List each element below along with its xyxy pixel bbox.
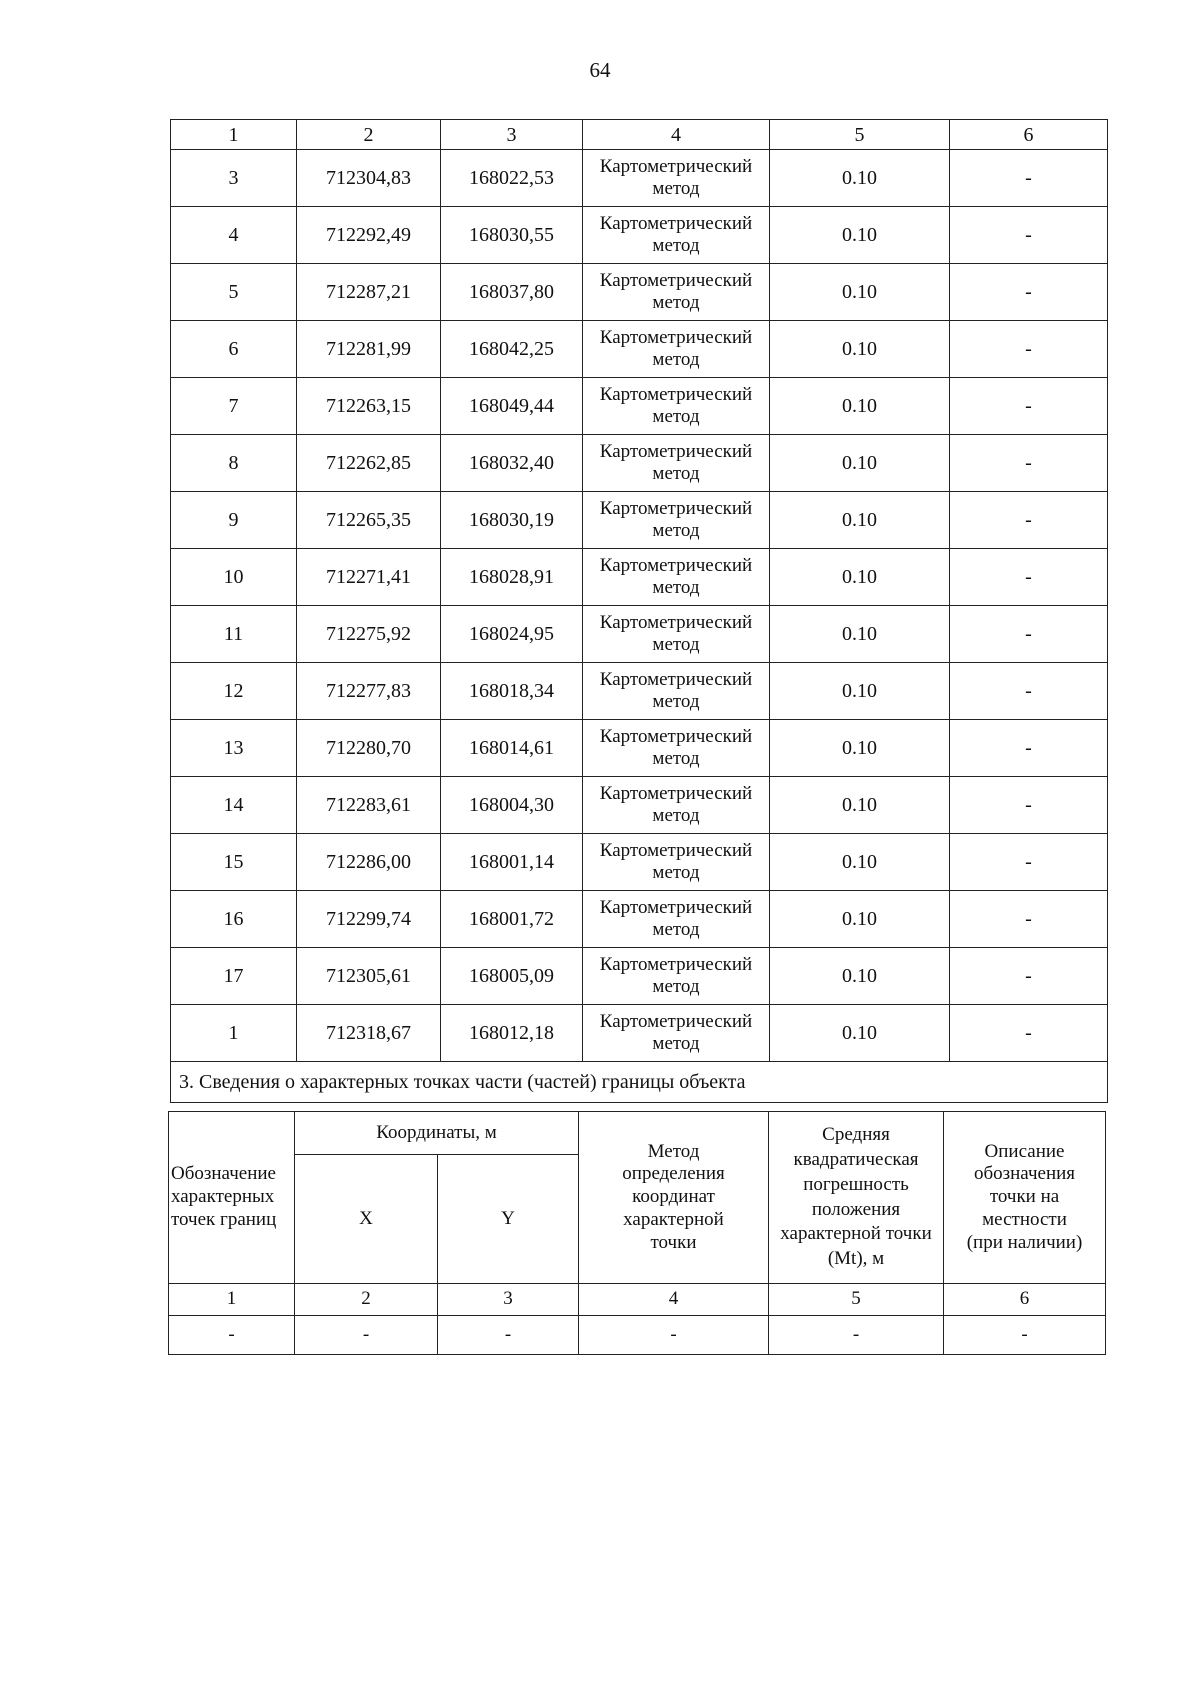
boundary-points-table (170, 119, 1108, 1103)
column-number: 6 (944, 1284, 1106, 1316)
method-line: Картометрический (599, 896, 753, 918)
description-cell: - (950, 834, 1108, 891)
header-line: характерной точки (780, 1223, 932, 1245)
part-boundary-points-table (168, 1111, 1106, 1355)
error-header (769, 1112, 944, 1284)
table-row (171, 264, 1108, 321)
table-cell: - (944, 1316, 1106, 1355)
header-line: (Mt), м (827, 1247, 885, 1269)
header-line: (при наличии) (966, 1231, 1083, 1253)
description-cell: - (950, 1005, 1108, 1062)
error-cell: 0.10 (770, 720, 950, 777)
header-line: квадратическая (793, 1149, 919, 1171)
header-line: Метод (647, 1140, 700, 1162)
error-cell: 0.10 (770, 549, 950, 606)
x-coordinate-cell: 712271,41 (297, 549, 441, 606)
method-cell (583, 492, 770, 549)
method-line: Картометрический (599, 611, 753, 633)
method-line: Картометрический (599, 383, 753, 405)
x-coordinate-cell: 712280,70 (297, 720, 441, 777)
y-coordinate-cell: 168001,14 (441, 834, 583, 891)
method-cell (583, 378, 770, 435)
error-cell: 0.10 (770, 321, 950, 378)
method-line: Картометрический (599, 839, 753, 861)
method-line: Картометрический (599, 212, 753, 234)
y-header: Y (438, 1155, 579, 1284)
y-coordinate-cell: 168032,40 (441, 435, 583, 492)
header-cell: 1 (171, 120, 297, 150)
x-header: X (295, 1155, 438, 1284)
table-row (171, 435, 1108, 492)
method-cell (583, 549, 770, 606)
y-coordinate-cell: 168037,80 (441, 264, 583, 321)
point-number-cell: 7 (171, 378, 297, 435)
column-number: 1 (169, 1284, 295, 1316)
description-cell: - (950, 264, 1108, 321)
header-cell: 4 (583, 120, 770, 150)
header-line: точки на (989, 1186, 1060, 1208)
x-coordinate-cell: 712287,21 (297, 264, 441, 321)
y-coordinate-cell: 168049,44 (441, 378, 583, 435)
y-coordinate-cell: 168030,55 (441, 207, 583, 264)
y-coordinate-cell: 168004,30 (441, 777, 583, 834)
x-coordinate-cell: 712275,92 (297, 606, 441, 663)
x-coordinate-cell: 712265,35 (297, 492, 441, 549)
column-number: 4 (579, 1284, 769, 1316)
section-row (171, 1062, 1108, 1103)
method-line: метод (652, 862, 700, 883)
method-line: метод (652, 235, 700, 256)
table-row (171, 720, 1108, 777)
description-cell: - (950, 891, 1108, 948)
method-line: метод (652, 805, 700, 826)
header-line: Описание (984, 1140, 1065, 1162)
description-cell: - (950, 720, 1108, 777)
table-cell: - (169, 1316, 295, 1355)
description-cell: - (950, 435, 1108, 492)
description-cell: - (950, 150, 1108, 207)
table-row (171, 207, 1108, 264)
table-row (169, 1316, 1106, 1355)
column-number: 3 (438, 1284, 579, 1316)
section-title: 3. Сведения о характерных точках части (частей) границы объекта (171, 1062, 1108, 1103)
table-header-row (171, 120, 1108, 150)
point-number-cell: 3 (171, 150, 297, 207)
y-coordinate-cell: 168022,53 (441, 150, 583, 207)
description-header (944, 1112, 1106, 1284)
table-header-row (169, 1112, 1106, 1155)
description-cell: - (950, 378, 1108, 435)
table-row (171, 891, 1108, 948)
header-line: координат (632, 1186, 715, 1208)
description-cell: - (950, 549, 1108, 606)
point-number-cell: 12 (171, 663, 297, 720)
method-line: метод (652, 349, 700, 370)
error-cell: 0.10 (770, 150, 950, 207)
method-line: Картометрический (599, 497, 753, 519)
x-coordinate-cell: 712262,85 (297, 435, 441, 492)
method-line: Картометрический (599, 725, 753, 747)
header-line: точек границ (171, 1208, 277, 1230)
point-number-cell: 4 (171, 207, 297, 264)
method-cell (583, 321, 770, 378)
header-line: погрешность (803, 1173, 909, 1195)
error-cell: 0.10 (770, 207, 950, 264)
method-cell (583, 834, 770, 891)
method-line: Картометрический (599, 440, 753, 462)
header-line: характерных (171, 1186, 275, 1208)
error-cell: 0.10 (770, 492, 950, 549)
method-line: метод (652, 463, 700, 484)
y-coordinate-cell: 168014,61 (441, 720, 583, 777)
method-cell (583, 207, 770, 264)
table-row (171, 606, 1108, 663)
column-numbers-row (169, 1284, 1106, 1316)
method-cell (583, 150, 770, 207)
table-row (171, 834, 1108, 891)
header-cell: 3 (441, 120, 583, 150)
error-cell: 0.10 (770, 834, 950, 891)
point-number-cell: 1 (171, 1005, 297, 1062)
error-cell: 0.10 (770, 264, 950, 321)
y-coordinate-cell: 168001,72 (441, 891, 583, 948)
description-cell: - (950, 321, 1108, 378)
table-row (171, 378, 1108, 435)
x-coordinate-cell: 712292,49 (297, 207, 441, 264)
description-cell: - (950, 606, 1108, 663)
error-cell: 0.10 (770, 891, 950, 948)
x-coordinate-cell: 712263,15 (297, 378, 441, 435)
method-cell (583, 720, 770, 777)
y-coordinate-cell: 168012,18 (441, 1005, 583, 1062)
table-row (171, 321, 1108, 378)
x-coordinate-cell: 712299,74 (297, 891, 441, 948)
x-coordinate-cell: 712286,00 (297, 834, 441, 891)
x-coordinate-cell: 712304,83 (297, 150, 441, 207)
description-cell: - (950, 948, 1108, 1005)
method-cell (583, 435, 770, 492)
header-line: Средняя (822, 1124, 890, 1146)
point-number-cell: 9 (171, 492, 297, 549)
header-line: обозначения (973, 1163, 1076, 1185)
error-cell: 0.10 (770, 1005, 950, 1062)
header-line: положения (811, 1198, 901, 1220)
description-cell: - (950, 663, 1108, 720)
column-number: 2 (295, 1284, 438, 1316)
method-cell (583, 663, 770, 720)
table-row (171, 549, 1108, 606)
y-coordinate-cell: 168042,25 (441, 321, 583, 378)
x-coordinate-cell: 712277,83 (297, 663, 441, 720)
y-coordinate-cell: 168030,19 (441, 492, 583, 549)
point-number-cell: 10 (171, 549, 297, 606)
method-line: метод (652, 634, 700, 655)
method-line: метод (652, 577, 700, 598)
header-line: определения (622, 1163, 725, 1185)
method-cell (583, 777, 770, 834)
method-line: Картометрический (599, 953, 753, 975)
point-number-cell: 8 (171, 435, 297, 492)
description-cell: - (950, 777, 1108, 834)
y-coordinate-cell: 168018,34 (441, 663, 583, 720)
method-line: Картометрический (599, 554, 753, 576)
point-number-cell: 15 (171, 834, 297, 891)
error-cell: 0.10 (770, 606, 950, 663)
table-row (171, 948, 1108, 1005)
table-row (171, 1005, 1108, 1062)
x-coordinate-cell: 712281,99 (297, 321, 441, 378)
method-line: метод (652, 691, 700, 712)
method-cell (583, 264, 770, 321)
y-coordinate-cell: 168028,91 (441, 549, 583, 606)
header-line: характерной (623, 1208, 724, 1230)
method-line: Картометрический (599, 326, 753, 348)
header-cell: 2 (297, 120, 441, 150)
point-number-cell: 13 (171, 720, 297, 777)
method-line: метод (652, 748, 700, 769)
x-coordinate-cell: 712318,67 (297, 1005, 441, 1062)
description-cell: - (950, 207, 1108, 264)
point-number-cell: 11 (171, 606, 297, 663)
table-cell: - (295, 1316, 438, 1355)
header-line: местности (982, 1208, 1067, 1230)
page-number: 64 (589, 58, 611, 82)
error-cell: 0.10 (770, 777, 950, 834)
method-header (579, 1112, 769, 1284)
table-row (171, 663, 1108, 720)
method-line: метод (652, 520, 700, 541)
designation-header (169, 1112, 295, 1284)
coordinates-header: Координаты, м (295, 1112, 579, 1155)
method-line: метод (652, 919, 700, 940)
description-cell: - (950, 492, 1108, 549)
point-number-cell: 14 (171, 777, 297, 834)
x-coordinate-cell: 712305,61 (297, 948, 441, 1005)
error-cell: 0.10 (770, 378, 950, 435)
table-cell: - (769, 1316, 944, 1355)
y-coordinate-cell: 168024,95 (441, 606, 583, 663)
y-coordinate-cell: 168005,09 (441, 948, 583, 1005)
method-line: метод (652, 178, 700, 199)
x-coordinate-cell: 712283,61 (297, 777, 441, 834)
error-cell: 0.10 (770, 663, 950, 720)
table-row (171, 492, 1108, 549)
method-line: Картометрический (599, 269, 753, 291)
point-number-cell: 16 (171, 891, 297, 948)
point-number-cell: 6 (171, 321, 297, 378)
method-line: метод (652, 976, 700, 997)
method-line: метод (652, 1033, 700, 1054)
error-cell: 0.10 (770, 435, 950, 492)
method-line: Картометрический (599, 1010, 753, 1032)
column-number: 5 (769, 1284, 944, 1316)
table-cell: - (579, 1316, 769, 1355)
header-cell: 6 (950, 120, 1108, 150)
header-cell: 5 (770, 120, 950, 150)
table-row (171, 777, 1108, 834)
method-cell (583, 891, 770, 948)
method-cell (583, 1005, 770, 1062)
table-cell: - (438, 1316, 579, 1355)
method-line: Картометрический (599, 782, 753, 804)
header-line: точки (650, 1231, 697, 1253)
point-number-cell: 17 (171, 948, 297, 1005)
method-line: Картометрический (599, 668, 753, 690)
method-line: метод (652, 292, 700, 313)
point-number-cell: 5 (171, 264, 297, 321)
error-cell: 0.10 (770, 948, 950, 1005)
method-line: метод (652, 406, 700, 427)
table-row (171, 150, 1108, 207)
method-cell (583, 948, 770, 1005)
method-cell (583, 606, 770, 663)
header-line: Обозначение (171, 1163, 276, 1185)
method-line: Картометрический (599, 155, 753, 177)
